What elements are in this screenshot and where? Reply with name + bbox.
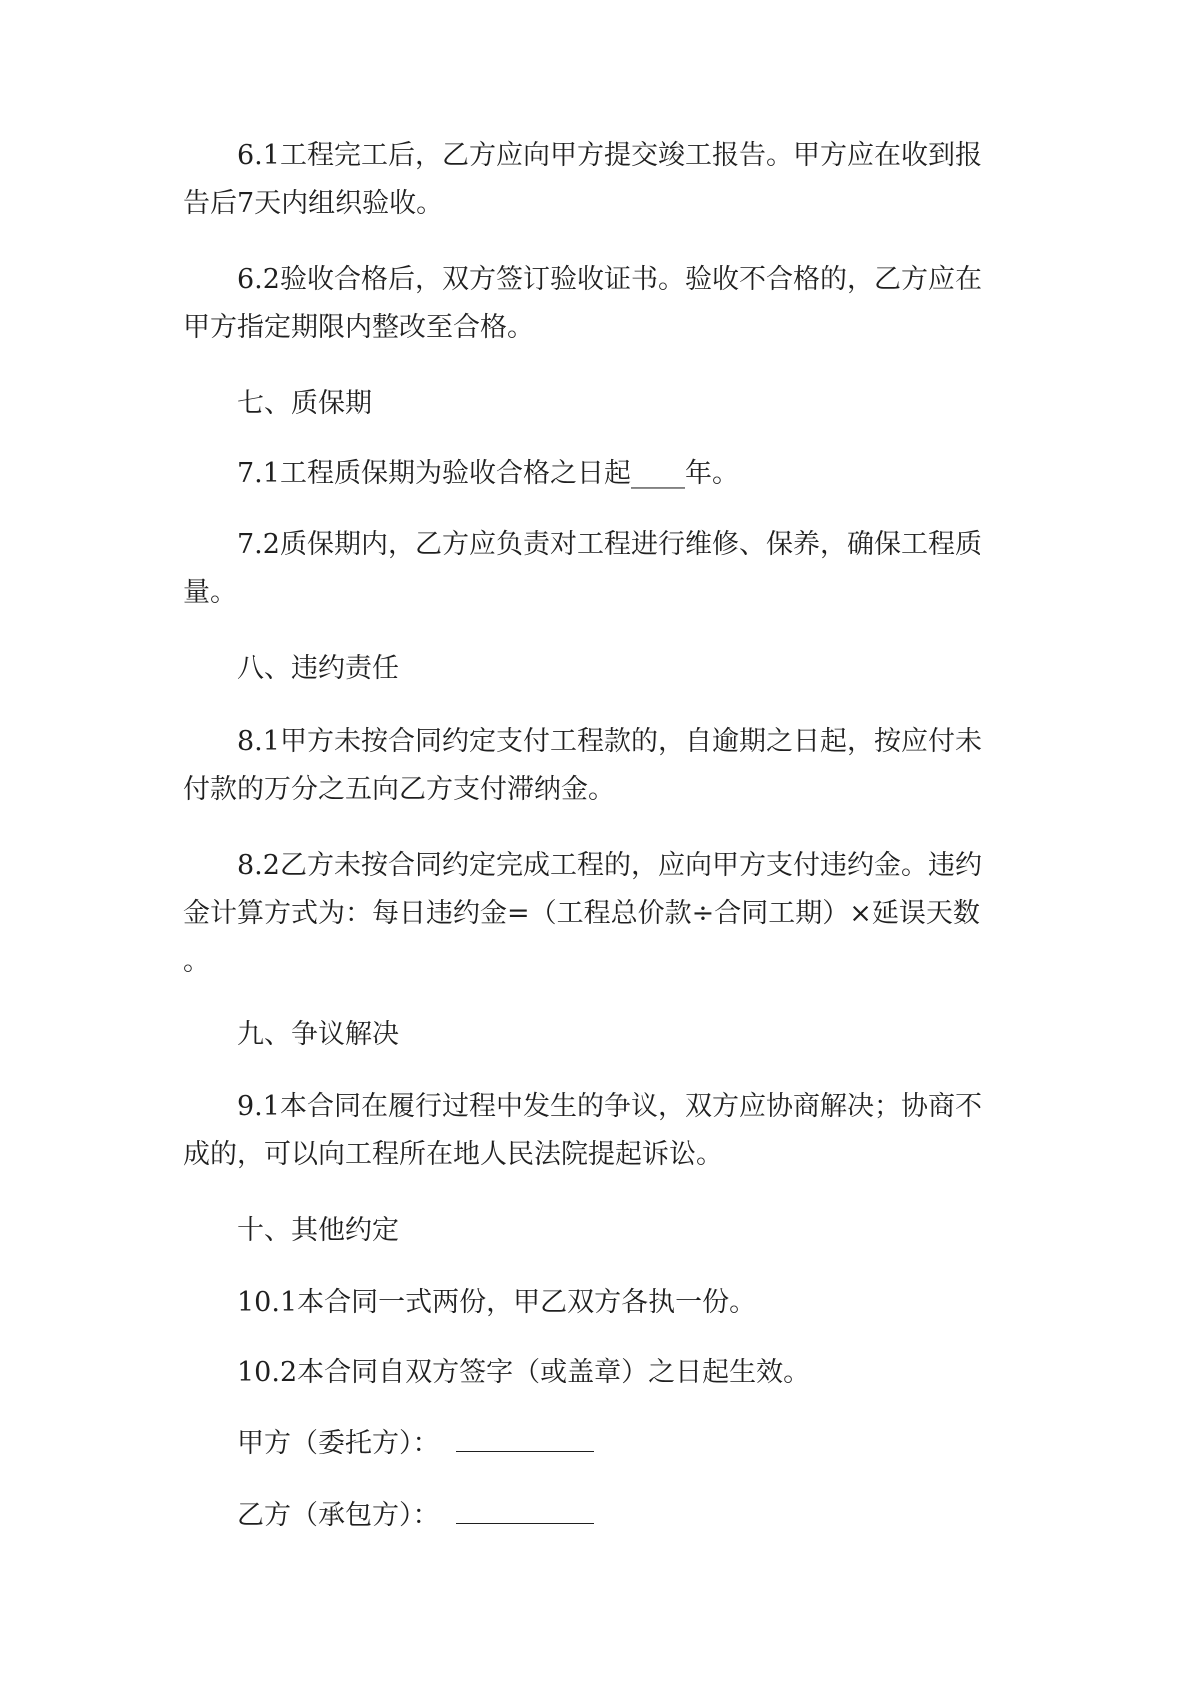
heading-line: 九、争议解决 bbox=[237, 1019, 399, 1050]
text-line: 7.2质保期内，乙方应负责对工程进行维修、保养，确保工程质 bbox=[237, 529, 982, 560]
text-line: 成的，可以向工程所在地人民法院提起诉讼。 bbox=[183, 1139, 723, 1170]
party-a-label: 甲方（委托方）： bbox=[237, 1428, 440, 1459]
text-line: 10.1本合同一式两份，甲乙双方各执一份。 bbox=[237, 1287, 757, 1318]
party-b-signature-blank bbox=[456, 1522, 594, 1524]
clause-10-2 bbox=[183, 1349, 1018, 1397]
text-line: 8.2乙方未按合同约定完成工程的，应向甲方支付违约金。违约 bbox=[237, 850, 982, 881]
party-a-signature-blank bbox=[456, 1450, 594, 1452]
clause-6-2 bbox=[183, 256, 1018, 352]
text-line: 9.1本合同在履行过程中发生的争议，双方应协商解决；协商不 bbox=[237, 1091, 982, 1122]
party-a-signature-row bbox=[237, 1420, 594, 1468]
clause-7-1 bbox=[183, 450, 1018, 498]
text-line: 8.1甲方未按合同约定支付工程款的，自逾期之日起，按应付未 bbox=[237, 726, 982, 757]
text-line: 告后7天内组织验收。 bbox=[183, 188, 444, 219]
text-line: 金计算方式为：每日违约金=（工程总价款÷合同工期）×延误天数 bbox=[183, 898, 980, 929]
clause-10-1 bbox=[183, 1279, 1018, 1327]
party-b-label: 乙方（承包方）： bbox=[237, 1500, 440, 1531]
text-line: 。 bbox=[183, 946, 210, 977]
section-heading-9 bbox=[183, 1011, 1018, 1059]
text-line: 甲方指定期限内整改至合格。 bbox=[183, 312, 534, 343]
heading-line: 七、质保期 bbox=[237, 388, 372, 419]
section-heading-7 bbox=[183, 380, 1018, 428]
text-line: 6.2验收合格后，双方签订验收证书。验收不合格的，乙方应在 bbox=[237, 264, 982, 295]
heading-line: 八、违约责任 bbox=[237, 653, 399, 684]
text-line: 10.2本合同自双方签字（或盖章）之日起生效。 bbox=[237, 1357, 811, 1388]
clause-9-1 bbox=[183, 1083, 1018, 1179]
text-line: 量。 bbox=[183, 577, 237, 608]
clause-7-2 bbox=[183, 521, 1018, 617]
text-line: 7.1工程质保期为验收合格之日起____年。 bbox=[237, 458, 739, 489]
clause-8-2 bbox=[183, 842, 1018, 986]
text-line: 付款的万分之五向乙方支付滞纳金。 bbox=[183, 774, 615, 805]
heading-line: 十、其他约定 bbox=[237, 1215, 399, 1246]
clause-6-1 bbox=[183, 132, 1018, 228]
party-b-signature-row bbox=[237, 1492, 594, 1540]
section-heading-8 bbox=[183, 645, 1018, 693]
text-line: 6.1工程完工后，乙方应向甲方提交竣工报告。甲方应在收到报 bbox=[237, 140, 982, 171]
section-heading-10 bbox=[183, 1207, 1018, 1255]
clause-8-1 bbox=[183, 718, 1018, 814]
